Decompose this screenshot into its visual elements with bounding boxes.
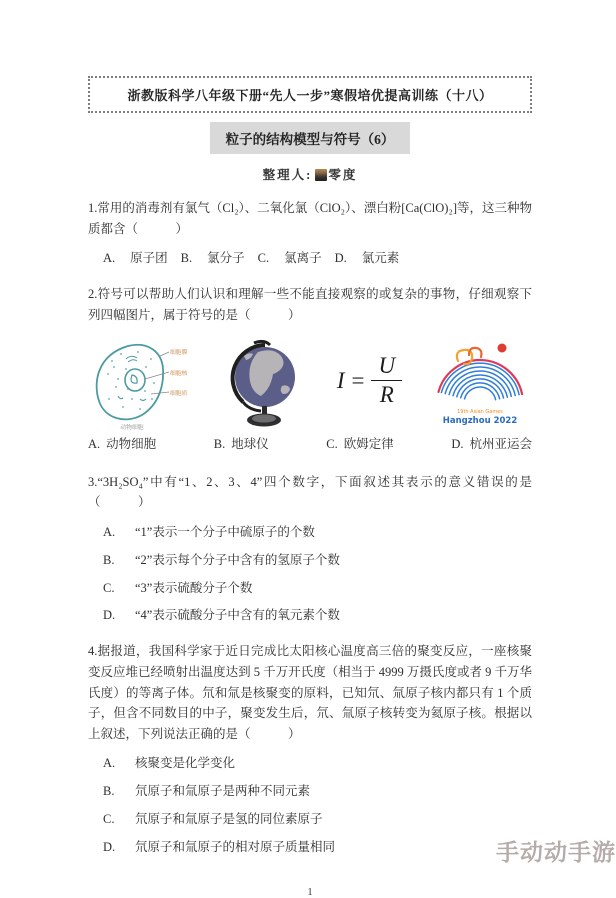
animal-cell-icon (88, 339, 190, 431)
question-3-option-a: A. “1”表示一个分子中硫原子的个数 (103, 524, 315, 539)
question-2 (88, 284, 532, 451)
figure-c-caption: C. 欧姆定律 (326, 436, 394, 451)
question-1-answer-blank: （ ） (125, 221, 189, 236)
animal-cell-figure (88, 335, 190, 431)
editor-line (88, 165, 532, 183)
asian-games-logo-figure (428, 335, 532, 431)
question-4 (88, 641, 532, 856)
option-d (335, 248, 400, 266)
question-2-text: 2.符号可以帮助人们认识和理解一些不能直接观察的或复杂的事物，仔细观察下列四幅图片，属于符号的是（ ） (88, 287, 532, 322)
cell-figure-caption: 动物细胞 (120, 424, 144, 431)
question-4-option-b: B. 氘原子和氚原子是两种不同元素 (103, 784, 311, 799)
editor-label: 整理人: (262, 168, 313, 182)
option-b-text: 氯分子 (207, 251, 245, 266)
question-3-text: 3.“3H₂SO₄”中有“1、2、3、4”四个数字，下面叙述其表示的意义错误的是（ ） (88, 474, 532, 510)
cell-membrane-label: 细胞膜 (170, 349, 188, 356)
ohms-law-formula (337, 353, 402, 431)
section-title-box (210, 122, 411, 154)
formula-current-symbol: I (336, 367, 345, 393)
formula-fraction (371, 353, 402, 409)
option-c-text: 氯离子 (284, 251, 322, 266)
document-title: 浙教版科学八年级下册“先人一步”寒假培优提高训练（十八） (127, 88, 493, 103)
globe-figure (216, 335, 311, 431)
watermark-text: 手动动手游 (496, 840, 616, 866)
question-1-options (88, 248, 532, 266)
ohms-law-figure (337, 335, 402, 431)
section-title-row (88, 122, 532, 154)
hangzhou-asiad-logo-icon (428, 339, 532, 431)
figure-b-caption: B. 地球仪 (213, 436, 269, 451)
option-b-label: B. (180, 251, 193, 266)
question-1-stem: 1.常用的消毒剂有氯气（Cl₂）、二氧化氯（ClO₂）、漂白粉[Ca(ClO)₂]等，这三种物质都含 (88, 201, 532, 236)
question-3-option-c: C. “3”表示硫酸分子个数 (103, 580, 253, 595)
question-4-text: 4.据报道，我国科学家于近日完成比太阳核心温度高三倍的聚变反应，一座核聚变反应堆已经喷射出温度达到 5 千万开氏度（相当于 4999 万摄氏度或者 9 千万华氏度）的等离子体。氘和氚是核聚变的原料，已知氘、氚原子核内都只有 1 个质子，但含不同数目的中子，聚变发生后，氘、氚原子核转变为氦原子核。根据以上叙述，下列说法正确的是（ ） (88, 644, 532, 741)
logo-title-text: Hangzhou 2022 (442, 415, 518, 426)
question-2-figures (88, 335, 532, 431)
option-b (181, 248, 245, 266)
page-number: 1 (307, 885, 313, 898)
question-4-option-a: A. 核聚变是化学变化 (103, 756, 236, 771)
editor-name: 零度 (328, 168, 358, 182)
logo-subtitle-text: 19th Asian Games (457, 408, 503, 415)
globe-icon (216, 341, 311, 431)
question-3 (88, 472, 532, 625)
question-3-option-b: B. “2”表示每个分子中含有的氢原子个数 (103, 552, 340, 567)
question-3-option-d: D. “4”表示硫酸分子中含有的氧元素个数 (103, 608, 340, 623)
document-title-box (88, 76, 532, 113)
option-c (258, 248, 322, 266)
question-4-option-c: C. 氘原子和氚原子是氢的同位素原子 (103, 812, 323, 827)
cell-cytoplasm-label: 细胞质 (170, 390, 188, 397)
section-title: 粒子的结构模型与符号（6） (225, 132, 395, 147)
question-4-option-d: D. 氘原子和氚原子的相对原子质量相同 (103, 840, 336, 854)
figure-captions (88, 434, 532, 452)
option-a-label: A. (103, 251, 116, 266)
option-c-label: C. (257, 251, 270, 266)
editor-avatar-icon (315, 169, 327, 181)
document-content (88, 76, 532, 898)
question-1 (88, 198, 532, 266)
formula-voltage-symbol: U (371, 353, 402, 381)
option-d-label: D. (334, 251, 347, 266)
formula-resistance-symbol: R (379, 382, 394, 408)
figure-d-caption: D. 杭州亚运会 (451, 436, 532, 451)
question-1-text (88, 198, 532, 239)
formula-equals-sign: = (351, 367, 365, 393)
figure-a-caption: A. 动物细胞 (88, 436, 157, 451)
cell-nucleus-label: 细胞核 (170, 370, 188, 377)
option-d-text: 氯元素 (361, 251, 400, 266)
option-a-text: 原子团 (130, 251, 168, 266)
option-a (103, 248, 168, 266)
